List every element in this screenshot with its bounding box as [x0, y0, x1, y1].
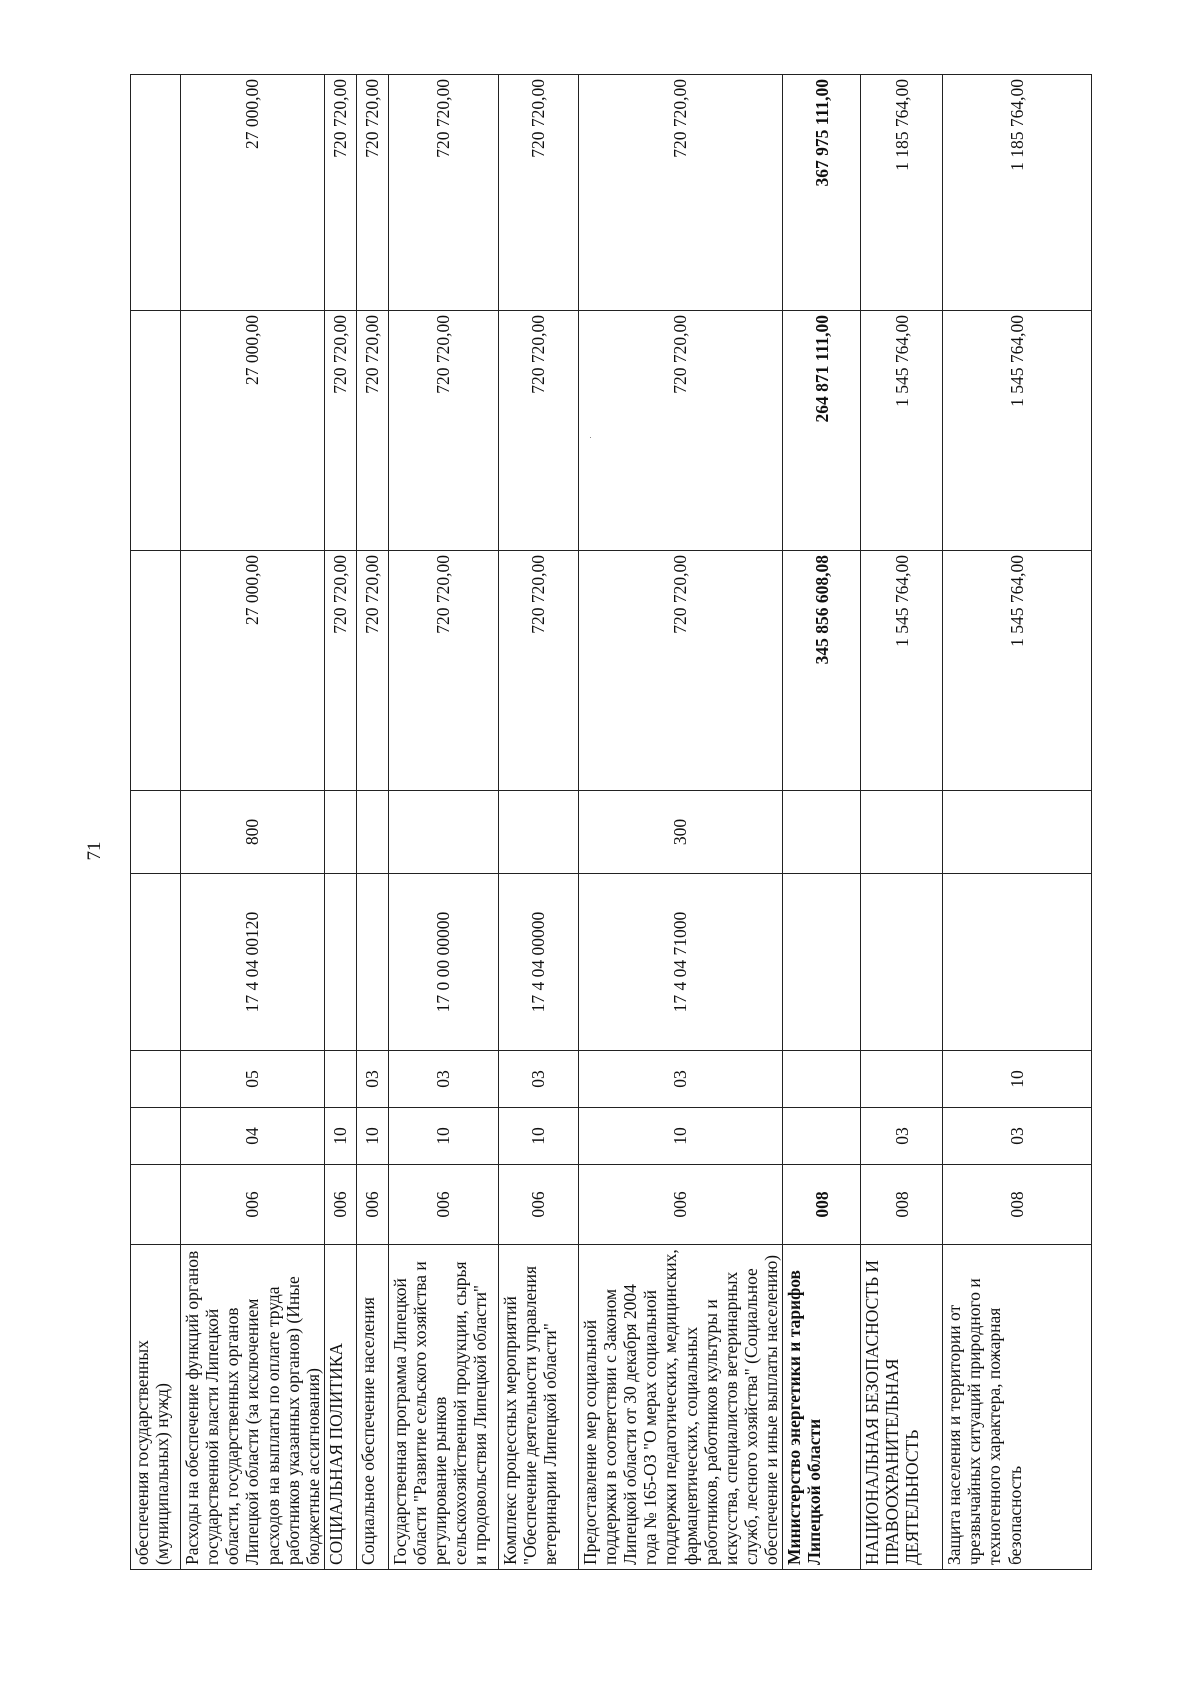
- amount-year1-cell: 720 720,00: [388, 551, 498, 791]
- amount-year2-cell: 27 000,00: [181, 311, 325, 551]
- amount-year1-cell: 720 720,00: [324, 551, 356, 791]
- section-code-cell: 03: [943, 1108, 1092, 1165]
- admin-code-cell: [131, 1165, 181, 1245]
- row-name-cell: Социальное обеспечение населения: [356, 1245, 388, 1570]
- section-code-cell: [131, 1108, 181, 1165]
- amount-year3-cell: 720 720,00: [578, 75, 782, 311]
- amount-year3-cell: 1 185 764,00: [861, 75, 943, 311]
- expense-type-cell: [324, 791, 356, 874]
- amount-year1-cell: 1 545 764,00: [943, 551, 1092, 791]
- table-row: [783, 75, 861, 1570]
- amount-year3-cell: 27 000,00: [181, 75, 325, 311]
- table-row: [943, 75, 1092, 1570]
- amount-year2-cell: 1 545 764,00: [943, 311, 1092, 551]
- admin-code-cell: 006: [578, 1165, 782, 1245]
- subsection-code-cell: 05: [181, 1051, 325, 1108]
- amount-year2-cell: 1 545 764,00: [861, 311, 943, 551]
- subsection-code-cell: [861, 1051, 943, 1108]
- expense-type-cell: [131, 791, 181, 874]
- section-code-cell: 10: [388, 1108, 498, 1165]
- table-row: [324, 75, 356, 1570]
- row-name-cell: СОЦИАЛЬНАЯ ПОЛИТИКА: [324, 1245, 356, 1570]
- row-name-cell: Защита населения и территории от чрезвычайных ситуаций природного и техногенного характера, пожарная безопасность: [943, 1245, 1092, 1570]
- table-body: [131, 75, 1092, 1570]
- expense-type-cell: [943, 791, 1092, 874]
- amount-year1-cell: 345 856 608,08: [783, 551, 861, 791]
- admin-code-cell: 008: [943, 1165, 1092, 1245]
- table-row: [356, 75, 388, 1570]
- subsection-code-cell: [783, 1051, 861, 1108]
- page-number: 71: [84, 841, 105, 861]
- expense-type-cell: [861, 791, 943, 874]
- admin-code-cell: 006: [388, 1165, 498, 1245]
- target-article-cell: [783, 874, 861, 1051]
- amount-year3-cell: 1 185 764,00: [943, 75, 1092, 311]
- row-name-cell: обеспечения государственных (муниципальных) нужд): [131, 1245, 181, 1570]
- row-name-cell: Расходы на обеспечение функций органов государственной власти Липецкой области, государственных органов Липецкой области (за исключением расходов на выплаты по оплате труда работников указанных органов) (Иные бюджетные ассигнования): [181, 1245, 325, 1570]
- target-article-cell: [131, 874, 181, 1051]
- expense-type-cell: [388, 791, 498, 874]
- subsection-code-cell: [131, 1051, 181, 1108]
- subsection-code-cell: 03: [578, 1051, 782, 1108]
- table-row: [181, 75, 325, 1570]
- admin-code-cell: 006: [498, 1165, 578, 1245]
- table-row: [131, 75, 181, 1570]
- amount-year2-cell: 720 720,00: [324, 311, 356, 551]
- section-code-cell: 03: [861, 1108, 943, 1165]
- amount-year1-cell: [131, 551, 181, 791]
- amount-year1-cell: 27 000,00: [181, 551, 325, 791]
- amount-year3-cell: 720 720,00: [356, 75, 388, 311]
- amount-year2-cell: 720 720,00: [388, 311, 498, 551]
- section-code-cell: 10: [356, 1108, 388, 1165]
- amount-year3-cell: [131, 75, 181, 311]
- amount-year1-cell: 1 545 764,00: [861, 551, 943, 791]
- amount-year3-cell: 720 720,00: [324, 75, 356, 311]
- target-article-cell: [861, 874, 943, 1051]
- section-code-cell: 10: [324, 1108, 356, 1165]
- rotated-table-container: [130, 75, 1065, 1570]
- amount-year3-cell: 720 720,00: [498, 75, 578, 311]
- amount-year2-cell: 720 720,00: [356, 311, 388, 551]
- target-article-cell: 17 4 04 71000: [578, 874, 782, 1051]
- subsection-code-cell: 03: [498, 1051, 578, 1108]
- table-row: [578, 75, 782, 1570]
- section-code-cell: 04: [181, 1108, 325, 1165]
- amount-year2-cell: 264 871 111,00: [783, 311, 861, 551]
- expense-type-cell: [783, 791, 861, 874]
- admin-code-cell: 006: [324, 1165, 356, 1245]
- subsection-code-cell: [324, 1051, 356, 1108]
- row-name-cell: НАЦИОНАЛЬНАЯ БЕЗОПАСНОСТЬ И ПРАВООХРАНИТЕЛЬНАЯ ДЕЯТЕЛЬНОСТЬ: [861, 1245, 943, 1570]
- amount-year1-cell: 720 720,00: [356, 551, 388, 791]
- expense-type-cell: 800: [181, 791, 325, 874]
- amount-year3-cell: 367 975 111,00: [783, 75, 861, 311]
- amount-year2-cell: [131, 311, 181, 551]
- section-code-cell: 10: [578, 1108, 782, 1165]
- expense-type-cell: 300: [578, 791, 782, 874]
- target-article-cell: 17 4 04 00120: [181, 874, 325, 1051]
- admin-code-cell: 008: [783, 1165, 861, 1245]
- subsection-code-cell: 10: [943, 1051, 1092, 1108]
- expense-type-cell: [356, 791, 388, 874]
- target-article-cell: [324, 874, 356, 1051]
- subsection-code-cell: 03: [356, 1051, 388, 1108]
- table-row: [498, 75, 578, 1570]
- section-code-cell: 10: [498, 1108, 578, 1165]
- table-row: [388, 75, 498, 1570]
- admin-code-cell: 006: [181, 1165, 325, 1245]
- target-article-cell: 17 0 00 00000: [388, 874, 498, 1051]
- target-article-cell: [943, 874, 1092, 1051]
- subsection-code-cell: 03: [388, 1051, 498, 1108]
- section-code-cell: [783, 1108, 861, 1165]
- target-article-cell: [356, 874, 388, 1051]
- row-name-cell: Министерство энергетики и тарифов Липецкой области: [783, 1245, 861, 1570]
- row-name-cell: Предоставление мер социальной поддержки в соответствии с Законом Липецкой области от 30 декабря 2004 года № 165-ОЗ "О мерах социальной поддержки педагогических, медицинских, фармацевтических, социальных работников, работников культуры и искусства, специалистов ветеринарных служб, лесного хозяйства" (Социальное обеспечение и иные выплаты населению): [578, 1245, 782, 1570]
- expense-type-cell: [498, 791, 578, 874]
- amount-year2-cell: 720 720,00: [498, 311, 578, 551]
- budget-table: [130, 74, 1092, 1570]
- amount-year2-cell: 720 720,00: [578, 311, 782, 551]
- admin-code-cell: 008: [861, 1165, 943, 1245]
- admin-code-cell: 006: [356, 1165, 388, 1245]
- row-name-cell: Государственная программа Липецкой области "Развитие сельского хозяйства и регулирование рынков сельскохозяйственной продукции, сырья и продовольствия Липецкой области": [388, 1245, 498, 1570]
- amount-year3-cell: 720 720,00: [388, 75, 498, 311]
- amount-year1-cell: 720 720,00: [578, 551, 782, 791]
- amount-year1-cell: 720 720,00: [498, 551, 578, 791]
- table-row: [861, 75, 943, 1570]
- row-name-cell: Комплекс процессных мероприятий "Обеспечение деятельности управления ветеринарии Липецкой области": [498, 1245, 578, 1570]
- target-article-cell: 17 4 04 00000: [498, 874, 578, 1051]
